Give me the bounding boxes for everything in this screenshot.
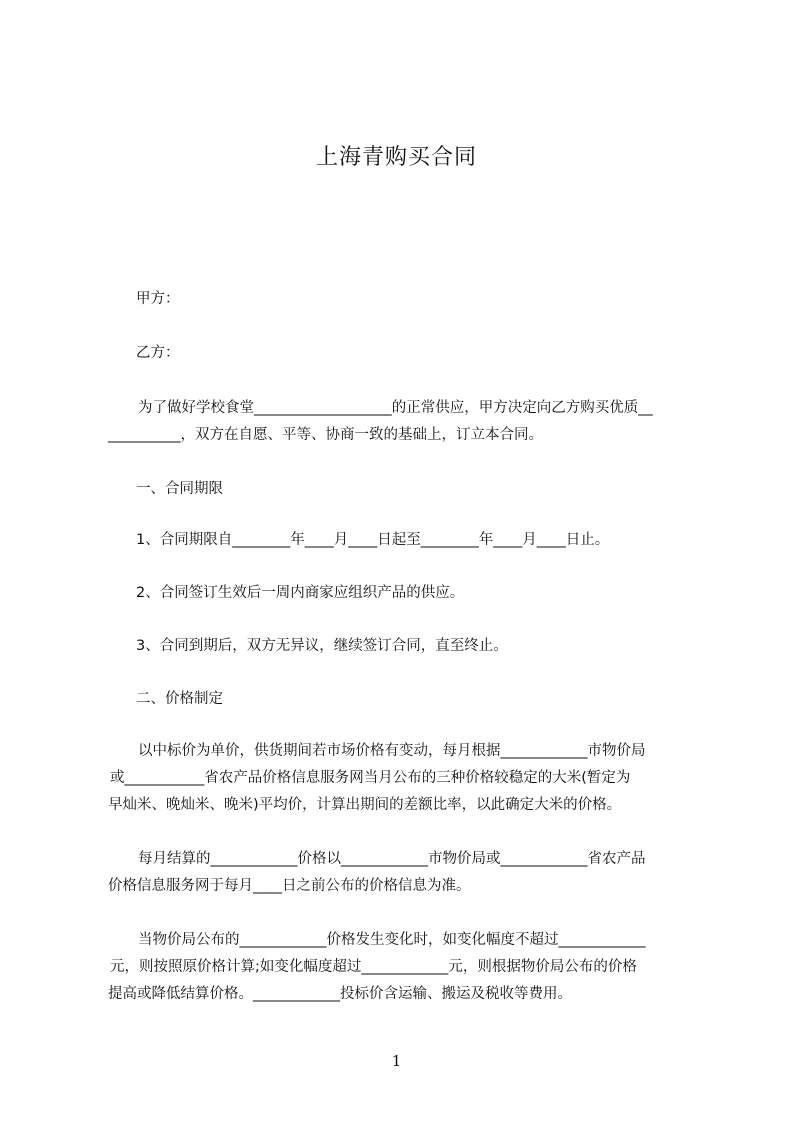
price-p3-line-2: 元，则按照原价格计算;如变化幅度超过____________元，则根据物价局公布的价格 bbox=[110, 959, 637, 975]
price-p3-line-1: 当物价局公布的____________价格发生变化时，如变化幅度不超过____________ bbox=[138, 932, 646, 948]
party-b-label: 乙方： bbox=[136, 345, 180, 361]
price-p3-line-3: 提高或降低结算价格。____________投标价含运输、搬运及税收等费用。 bbox=[108, 986, 572, 1002]
price-p1-line-2: 或___________省农产品价格信息服务网当月公布的三种价格较稳定的大米(暂定为 bbox=[110, 770, 631, 786]
intro-line-2: __________，双方在自愿、平等、协商一致的基础上，订立本合同。 bbox=[108, 427, 543, 443]
document-title: 上海青购买合同 bbox=[315, 145, 477, 170]
price-paragraph-3 bbox=[108, 927, 700, 1008]
intro-paragraph bbox=[108, 395, 700, 449]
price-p1-line-3: 早灿米、晚灿米、晚米)平均价，计算出期间的差额比率，以此确定大米的价格。 bbox=[108, 797, 622, 813]
section-1-item-2: 2、合同签订生效后一周内商家应组织产品的供应。 bbox=[136, 585, 465, 601]
section-1-item-1: 1、合同期限自________年____月____日起至________年____月____日止。 bbox=[136, 532, 610, 548]
price-p2-line-2: 价格信息服务网于每月____日之前公布的价格信息为准。 bbox=[108, 878, 471, 894]
price-p2-line-1: 每月结算的____________价格以____________市物价局或____________省农产品 bbox=[138, 851, 646, 867]
price-paragraph-1 bbox=[108, 738, 700, 819]
price-p1-line-1: 以中标价为单价，供货期间若市场价格有变动，每月根据____________市物价局 bbox=[138, 743, 646, 759]
section-2-heading: 二、价格制定 bbox=[136, 691, 223, 707]
price-paragraph-2 bbox=[108, 846, 700, 900]
intro-line-1: 为了做好学校食堂___________________的正常供应，甲方决定向乙方购买优质__ bbox=[138, 400, 653, 416]
page-number: 1 bbox=[391, 1052, 402, 1070]
section-1-item-3: 3、合同到期后，双方无异议，继续签订合同，直至终止。 bbox=[136, 638, 508, 654]
party-a-label: 甲方： bbox=[136, 291, 180, 307]
section-1-heading: 一、合同期限 bbox=[136, 481, 223, 497]
